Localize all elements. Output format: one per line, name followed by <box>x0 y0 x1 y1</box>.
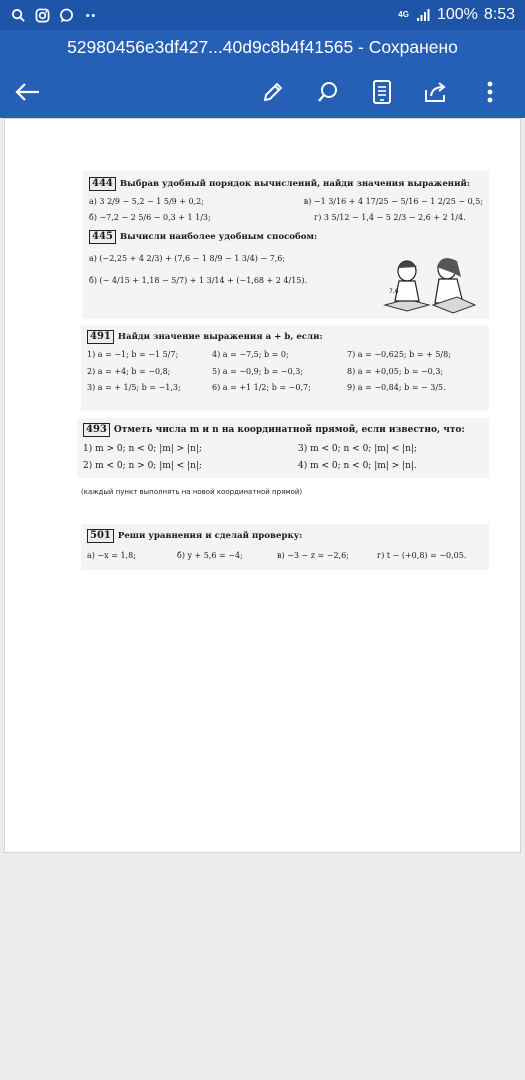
task-445-a: а) (−2,25 + 4 2/3) + (7,6 − 1 8/9 − 1 3/4) − 7,6; <box>89 254 286 264</box>
task-number: 491 <box>87 330 114 344</box>
note-text: (каждый пункт выполнять на новой координатной прямой) <box>81 488 303 496</box>
pencil-icon <box>261 80 285 104</box>
edit-button[interactable] <box>255 74 291 110</box>
task-493-heading <box>83 423 483 437</box>
task-title: Выбрав удобный порядок вычислений, найди значения выражений: <box>119 179 471 189</box>
scan-block-444-445 <box>83 171 489 319</box>
whatsapp-icon <box>58 7 74 23</box>
task-501-item: в) −3 − z = −2,6; <box>277 551 349 560</box>
task-444-b: б) −7,2 − 2 5/6 − 0,3 + 1 1/3; <box>89 212 211 222</box>
task-491-heading <box>87 330 483 344</box>
task-491-item: 6) a = +1 1/2; b = −0,7; <box>212 383 311 393</box>
task-title: Отметь числа m и n на координатной прямой, если известно, что: <box>113 425 465 435</box>
task-444-v: в) −1 3/16 + 4 17/25 − 5/16 − 1 2/25 − 0,5; <box>303 197 483 206</box>
task-491-items <box>87 350 483 393</box>
students-illustration <box>377 253 479 317</box>
instagram-icon <box>34 7 50 23</box>
task-number: 444 <box>89 177 116 191</box>
app-bar <box>0 30 525 118</box>
task-491-item: 7) a = −0,625; b = + 5/8; <box>347 350 451 359</box>
overflow-menu-icon <box>486 80 494 104</box>
task-493-item: 2) m < 0; n > 0; |m| < |n|; <box>83 460 202 471</box>
find-button[interactable] <box>310 74 346 110</box>
task-title: Вычисли наиболее удобным способом: <box>119 232 318 243</box>
task-493-items <box>83 444 483 472</box>
task-491-item: 4) a = −7,5; b = 0; <box>212 350 289 359</box>
task-491-item: 2) a = +4; b = −0,8; <box>87 366 171 376</box>
task-493-item: 1) m > 0; n < 0; |m| > |n|; <box>83 444 202 454</box>
back-arrow-icon <box>15 82 41 102</box>
task-491-item: 3) a = + 1/5; b = −1,3; <box>87 383 181 393</box>
reading-view-icon <box>371 79 393 105</box>
share-icon <box>423 80 449 104</box>
task-number: 493 <box>83 423 110 437</box>
document-page[interactable] <box>4 118 521 853</box>
search-icon <box>10 7 26 23</box>
task-501-item: а) −x = 1,8; <box>87 551 136 560</box>
task-491-item: 9) a = −0,84; b = − 3/5. <box>347 383 446 393</box>
task-title: Реши уравнения и сделай проверку: <box>117 531 303 541</box>
task-title: Найди значение выражения a + b, если: <box>117 332 323 342</box>
clock: 8:53 <box>483 6 515 23</box>
task-444-row-1 <box>89 197 483 207</box>
task-445-b: б) (− 4/15 + 1,18 − 5/7) + 1 3/14 + (−1,68 + 2 4/15). <box>89 275 308 285</box>
signal-icon <box>415 7 431 23</box>
task-444-a: а) 3 2/9 − 5,2 − 1 5/9 + 0,2; <box>89 197 204 206</box>
scan-block-493 <box>77 418 489 478</box>
task-491-item: 8) a = +0,05; b = −0,3; <box>347 366 444 376</box>
scan-block-501 <box>81 524 489 570</box>
task-501-heading <box>87 529 483 543</box>
task-444-g: г) 3 5/12 − 1,4 − 5 2/3 − 2,6 + 2 1/4. <box>314 212 466 222</box>
battery-level: 100% <box>436 6 478 23</box>
task-491-item: 1) a = −1; b = −1 5/7; <box>87 350 179 359</box>
task-501-items <box>87 551 483 561</box>
task-444-row-2 <box>89 213 483 223</box>
task-number: 501 <box>87 529 114 543</box>
overflow-menu-button[interactable] <box>472 74 508 110</box>
task-493-item: 3) m < 0; n < 0; |m| < |n|; <box>298 444 417 454</box>
task-501-item: г) t − (+0,8) = −0,05. <box>377 551 467 560</box>
task-493-item: 4) m < 0; n < 0; |m| > |n|. <box>298 460 417 471</box>
scan-block-491 <box>81 325 489 411</box>
task-491-item: 5) a = −0,9; b = −0,3; <box>212 366 304 376</box>
share-button[interactable] <box>418 74 454 110</box>
network-type: 4G <box>398 10 409 19</box>
task-501-item: б) y + 5,6 = −4; <box>177 551 243 560</box>
task-444-heading <box>89 177 483 191</box>
reading-view-button[interactable] <box>364 74 400 110</box>
more-dots-icon <box>82 7 98 23</box>
back-button[interactable] <box>10 74 46 110</box>
task-number: 445 <box>89 230 116 244</box>
svg-text:7,6: 7,6 <box>389 288 399 295</box>
search-icon <box>316 80 340 104</box>
status-bar <box>0 0 525 30</box>
task-445-heading <box>89 230 483 244</box>
document-title: 52980456e3df427...40d9c8b4f41565 - Сохранено <box>67 37 458 57</box>
